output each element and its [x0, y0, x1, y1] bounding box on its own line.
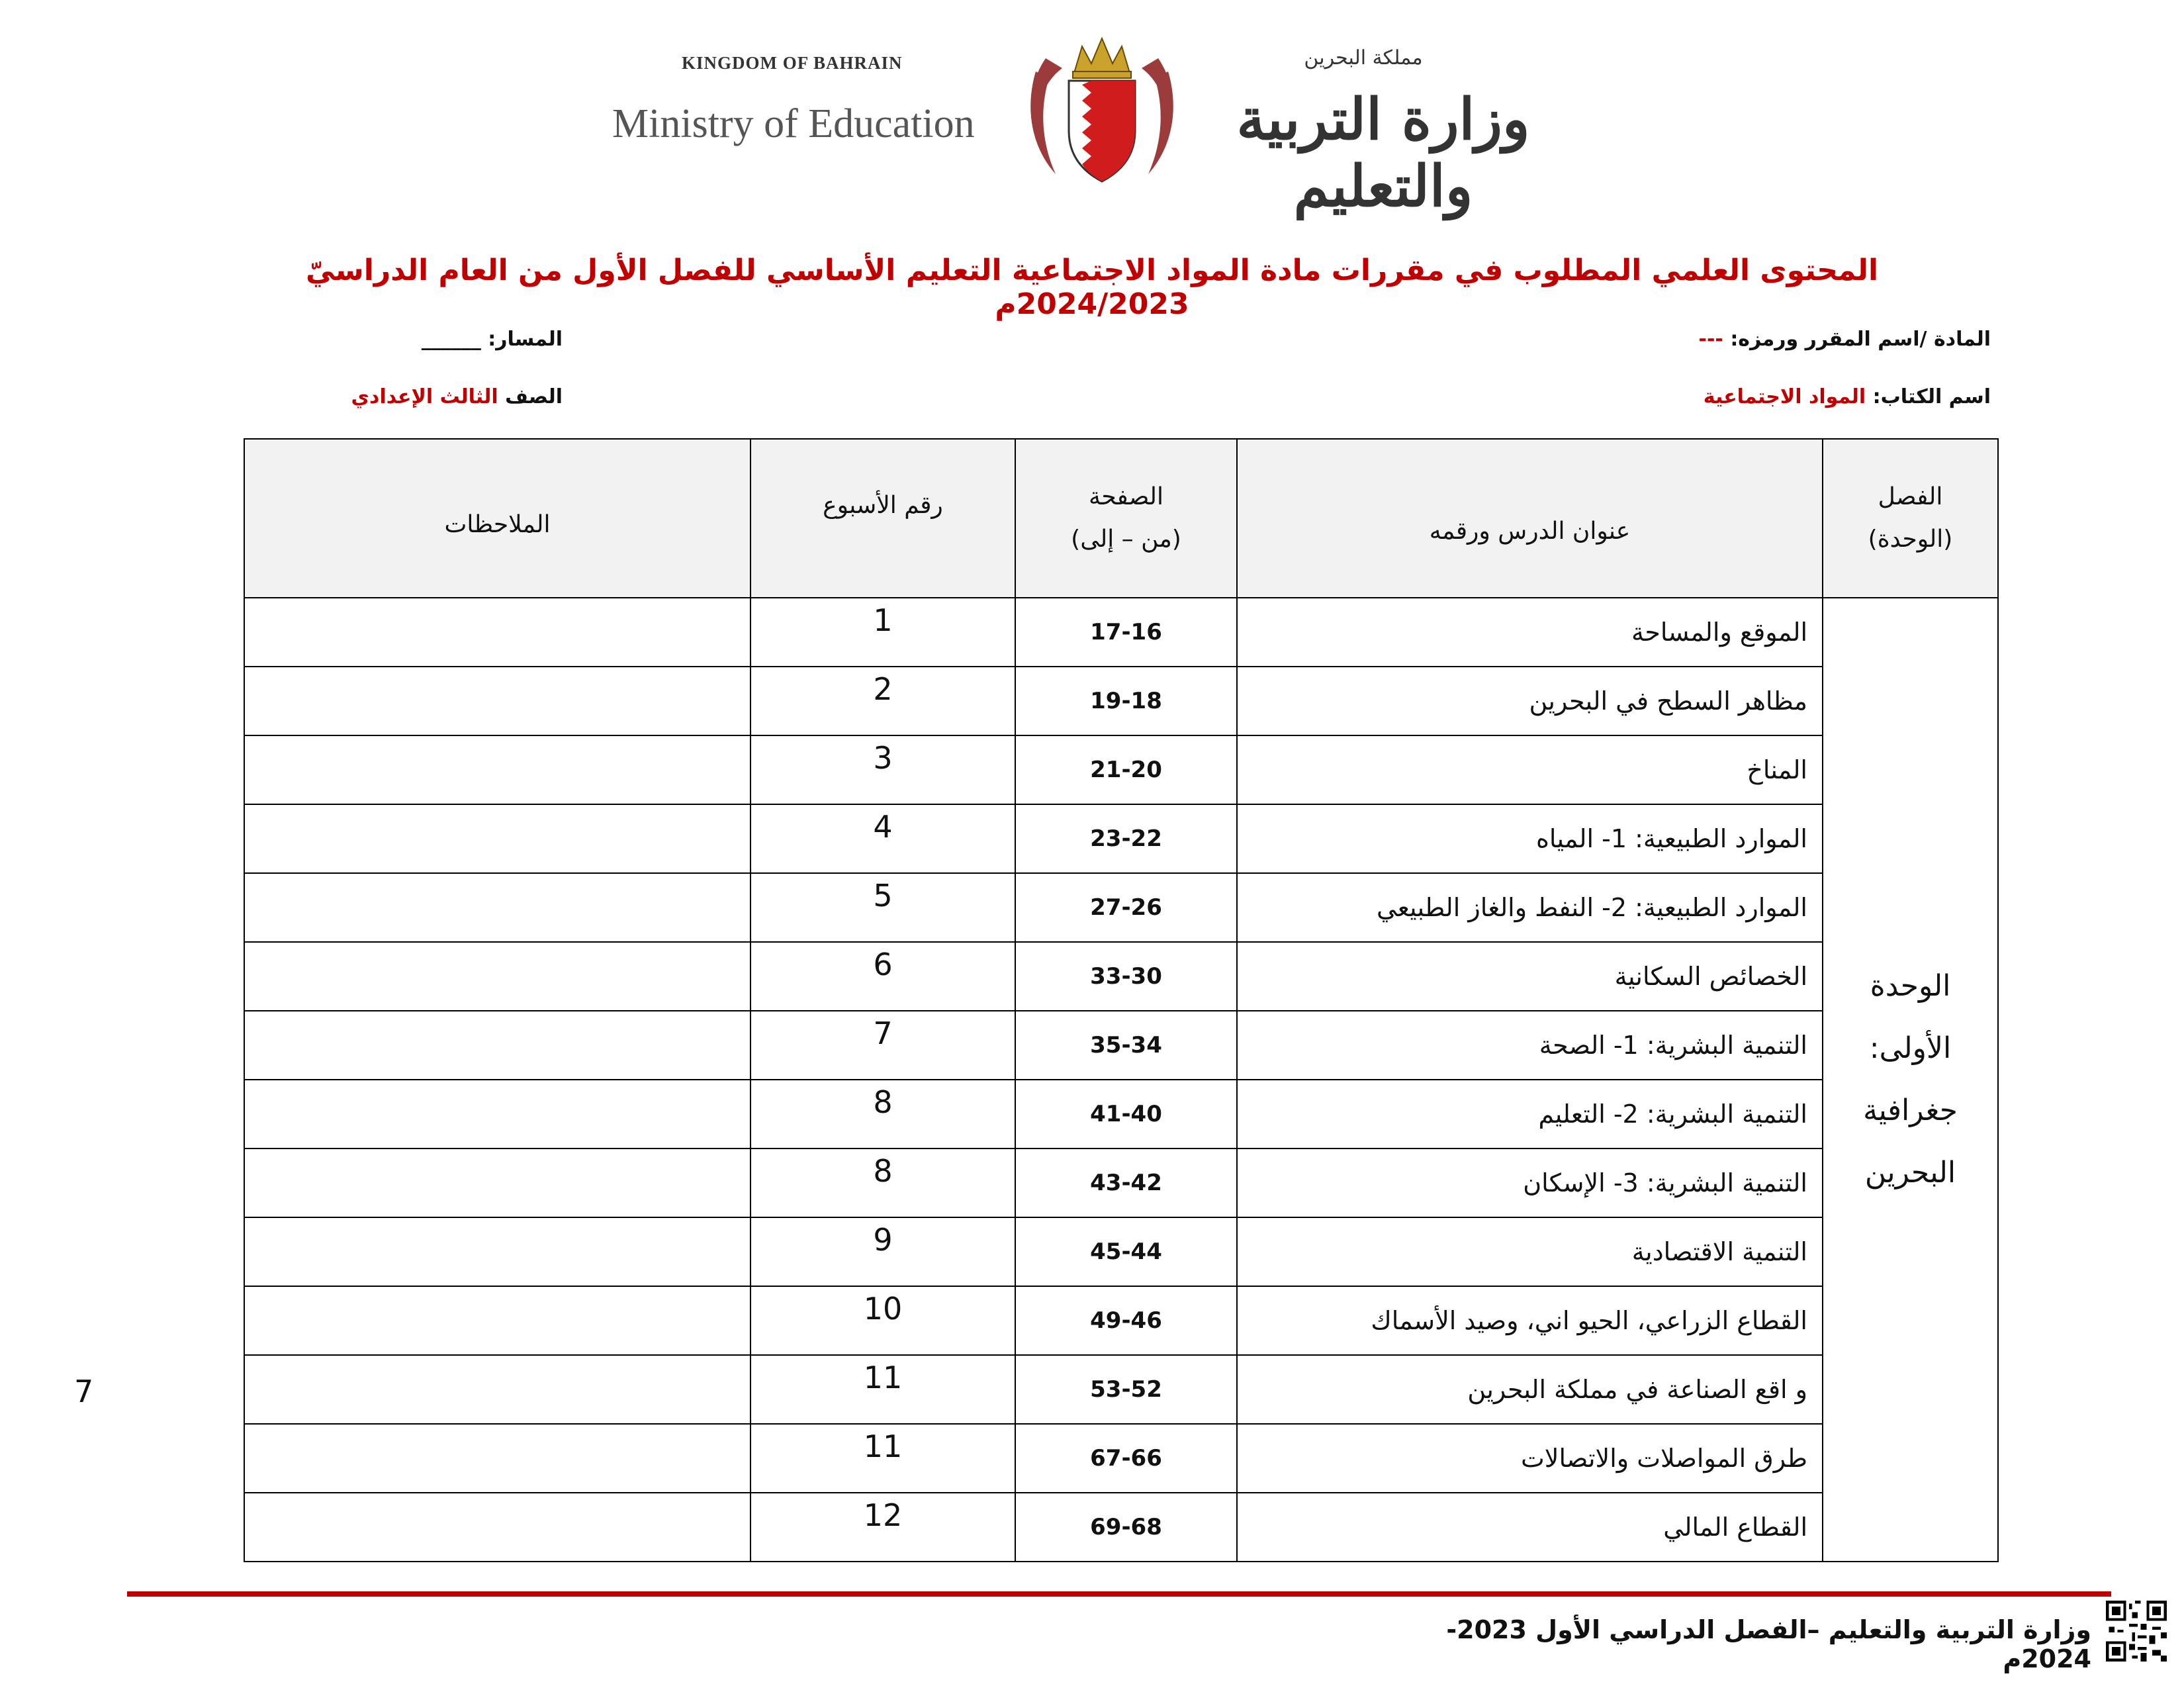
week-cell: 8	[751, 1149, 1015, 1217]
footer-text: وزارة التربية والتعليم –الفصل الدراسي الأول 2023-2024م	[1446, 1615, 2091, 1673]
unit-line1: الوحدة	[1870, 969, 1951, 1003]
notes-cell	[244, 804, 751, 873]
pages-cell: 41-40	[1015, 1080, 1237, 1149]
pages-cell: 45-44	[1015, 1217, 1237, 1286]
notes-cell	[244, 1286, 751, 1355]
week-cell: 2	[751, 667, 1015, 735]
lesson-header	[1237, 439, 1823, 598]
lesson-cell: الموارد الطبيعية: 1- المياه	[1237, 804, 1823, 873]
kingdom-en-label: KINGDOM OF BAHRAIN	[682, 53, 903, 73]
notes-cell	[244, 1080, 751, 1149]
week-cell: 7	[751, 1011, 1015, 1080]
table-row	[244, 598, 1998, 667]
lesson-cell: و اقع الصناعة في مملكة البحرين	[1237, 1355, 1823, 1424]
week-header-label: رقم الأسبوع	[823, 491, 943, 519]
pages-cell: 69-68	[1015, 1493, 1237, 1562]
lesson-cell: المناخ	[1237, 735, 1823, 804]
week-cell: 5	[751, 873, 1015, 942]
table-row	[244, 667, 1998, 735]
curriculum-table	[244, 438, 1999, 1562]
table-row	[244, 942, 1998, 1011]
kingdom-ar-label: مملكة البحرين	[1304, 46, 1423, 70]
pages-cell: 43-42	[1015, 1149, 1237, 1217]
week-cell: 12	[751, 1493, 1015, 1562]
pages-header	[1015, 439, 1237, 598]
grade-field	[351, 385, 563, 408]
week-cell: 10	[751, 1286, 1015, 1355]
notes-cell	[244, 598, 751, 667]
subject-label: المادة /اسم المقرر ورمزه:	[1730, 328, 1991, 351]
book-field	[1704, 385, 1991, 408]
qr-code-icon	[2106, 1601, 2167, 1662]
table-row	[244, 1080, 1998, 1149]
pages-cell: 35-34	[1015, 1011, 1237, 1080]
table-row	[244, 1011, 1998, 1080]
grade-value: الثالث الإعدادي	[351, 385, 498, 408]
notes-cell	[244, 1011, 751, 1080]
unit-cell	[1823, 598, 1998, 1562]
unit-line2: الأولى:	[1869, 1031, 1952, 1065]
grade-label: الصف	[505, 385, 563, 408]
notes-cell	[244, 1355, 751, 1424]
lesson-cell: القطاع المالي	[1237, 1493, 1823, 1562]
pages-cell: 19-18	[1015, 667, 1237, 735]
week-cell: 4	[751, 804, 1015, 873]
unit-line3: جغرافية	[1863, 1094, 1958, 1127]
table-row	[244, 1286, 1998, 1355]
notes-cell	[244, 667, 751, 735]
track-value: ______	[421, 328, 481, 351]
notes-cell	[244, 1149, 751, 1217]
lesson-cell: الخصائص السكانية	[1237, 942, 1823, 1011]
subject-value: ---	[1698, 328, 1723, 351]
pages-header-line2: (من – إلى)	[1071, 526, 1181, 553]
pages-cell: 67-66	[1015, 1424, 1237, 1493]
week-header	[751, 439, 1015, 598]
lesson-cell: الموقع والمساحة	[1237, 598, 1823, 667]
lesson-cell: مظاهر السطح في البحرين	[1237, 667, 1823, 735]
lesson-cell: التنمية البشرية: 2- التعليم	[1237, 1080, 1823, 1149]
notes-cell	[244, 942, 751, 1011]
table-row	[244, 1355, 1998, 1424]
subject-field	[1699, 328, 1991, 351]
unit-header	[1823, 439, 1998, 598]
notes-cell	[244, 1424, 751, 1493]
notes-cell	[244, 873, 751, 942]
bahrain-emblem-icon	[1023, 32, 1181, 191]
table-row	[244, 1149, 1998, 1217]
lesson-cell: التنمية الاقتصادية	[1237, 1217, 1823, 1286]
track-label: المسار:	[488, 328, 563, 351]
table-row	[244, 1217, 1998, 1286]
table-row	[244, 804, 1998, 873]
notes-cell	[244, 1217, 751, 1286]
lesson-cell: التنمية البشرية: 3- الإسكان	[1237, 1149, 1823, 1217]
lesson-cell: الموارد الطبيعية: 2- النفط والغاز الطبيعي	[1237, 873, 1823, 942]
notes-header-label: الملاحظات	[444, 510, 551, 538]
table-row	[244, 873, 1998, 942]
lesson-header-label: عنوان الدرس ورقمه	[1429, 517, 1631, 545]
table-header-row	[244, 439, 1998, 598]
lesson-cell: التنمية البشرية: 1- الصحة	[1237, 1011, 1823, 1080]
page-number: 7	[74, 1374, 94, 1409]
table-row	[244, 1493, 1998, 1562]
notes-cell	[244, 735, 751, 804]
book-value: المواد الاجتماعية	[1703, 385, 1866, 408]
week-cell: 11	[751, 1355, 1015, 1424]
unit-line4: البحرين	[1864, 1156, 1956, 1190]
pages-cell: 49-46	[1015, 1286, 1237, 1355]
week-cell: 6	[751, 942, 1015, 1011]
week-cell: 9	[751, 1217, 1015, 1286]
table-row	[244, 735, 1998, 804]
document-title: المحتوى العلمي المطلوب في مقررات مادة المواد الاجتماعية التعليم الأساسي للفصل الأول من العام الدراسيّ 2024/2023م	[305, 254, 1879, 321]
pages-header-line1: الصفحة	[1089, 483, 1163, 510]
track-field	[422, 328, 563, 351]
week-cell: 1	[751, 598, 1015, 667]
pages-cell: 27-26	[1015, 873, 1237, 942]
ministry-en-label: Ministry of Education	[612, 101, 975, 146]
footer-divider	[127, 1591, 2111, 1597]
pages-cell: 21-20	[1015, 735, 1237, 804]
table-row	[244, 1424, 1998, 1493]
pages-cell: 33-30	[1015, 942, 1237, 1011]
pages-cell: 23-22	[1015, 804, 1237, 873]
week-cell: 8	[751, 1080, 1015, 1149]
pages-cell: 53-52	[1015, 1355, 1237, 1424]
ministry-ar-label: وزارة التربية والتعليم	[1236, 86, 1530, 220]
unit-header-line2: (الوحدة)	[1868, 526, 1953, 553]
notes-header	[244, 439, 751, 598]
week-cell: 3	[751, 735, 1015, 804]
pages-cell: 17-16	[1015, 598, 1237, 667]
lesson-cell: طرق المواصلات والاتصالات	[1237, 1424, 1823, 1493]
week-cell: 11	[751, 1424, 1015, 1493]
notes-cell	[244, 1493, 751, 1562]
lesson-cell: القطاع الزراعي، الحيو اني، وصيد الأسماك	[1237, 1286, 1823, 1355]
unit-header-line1: الفصل	[1878, 483, 1943, 510]
book-label: اسم الكتاب:	[1872, 385, 1991, 408]
